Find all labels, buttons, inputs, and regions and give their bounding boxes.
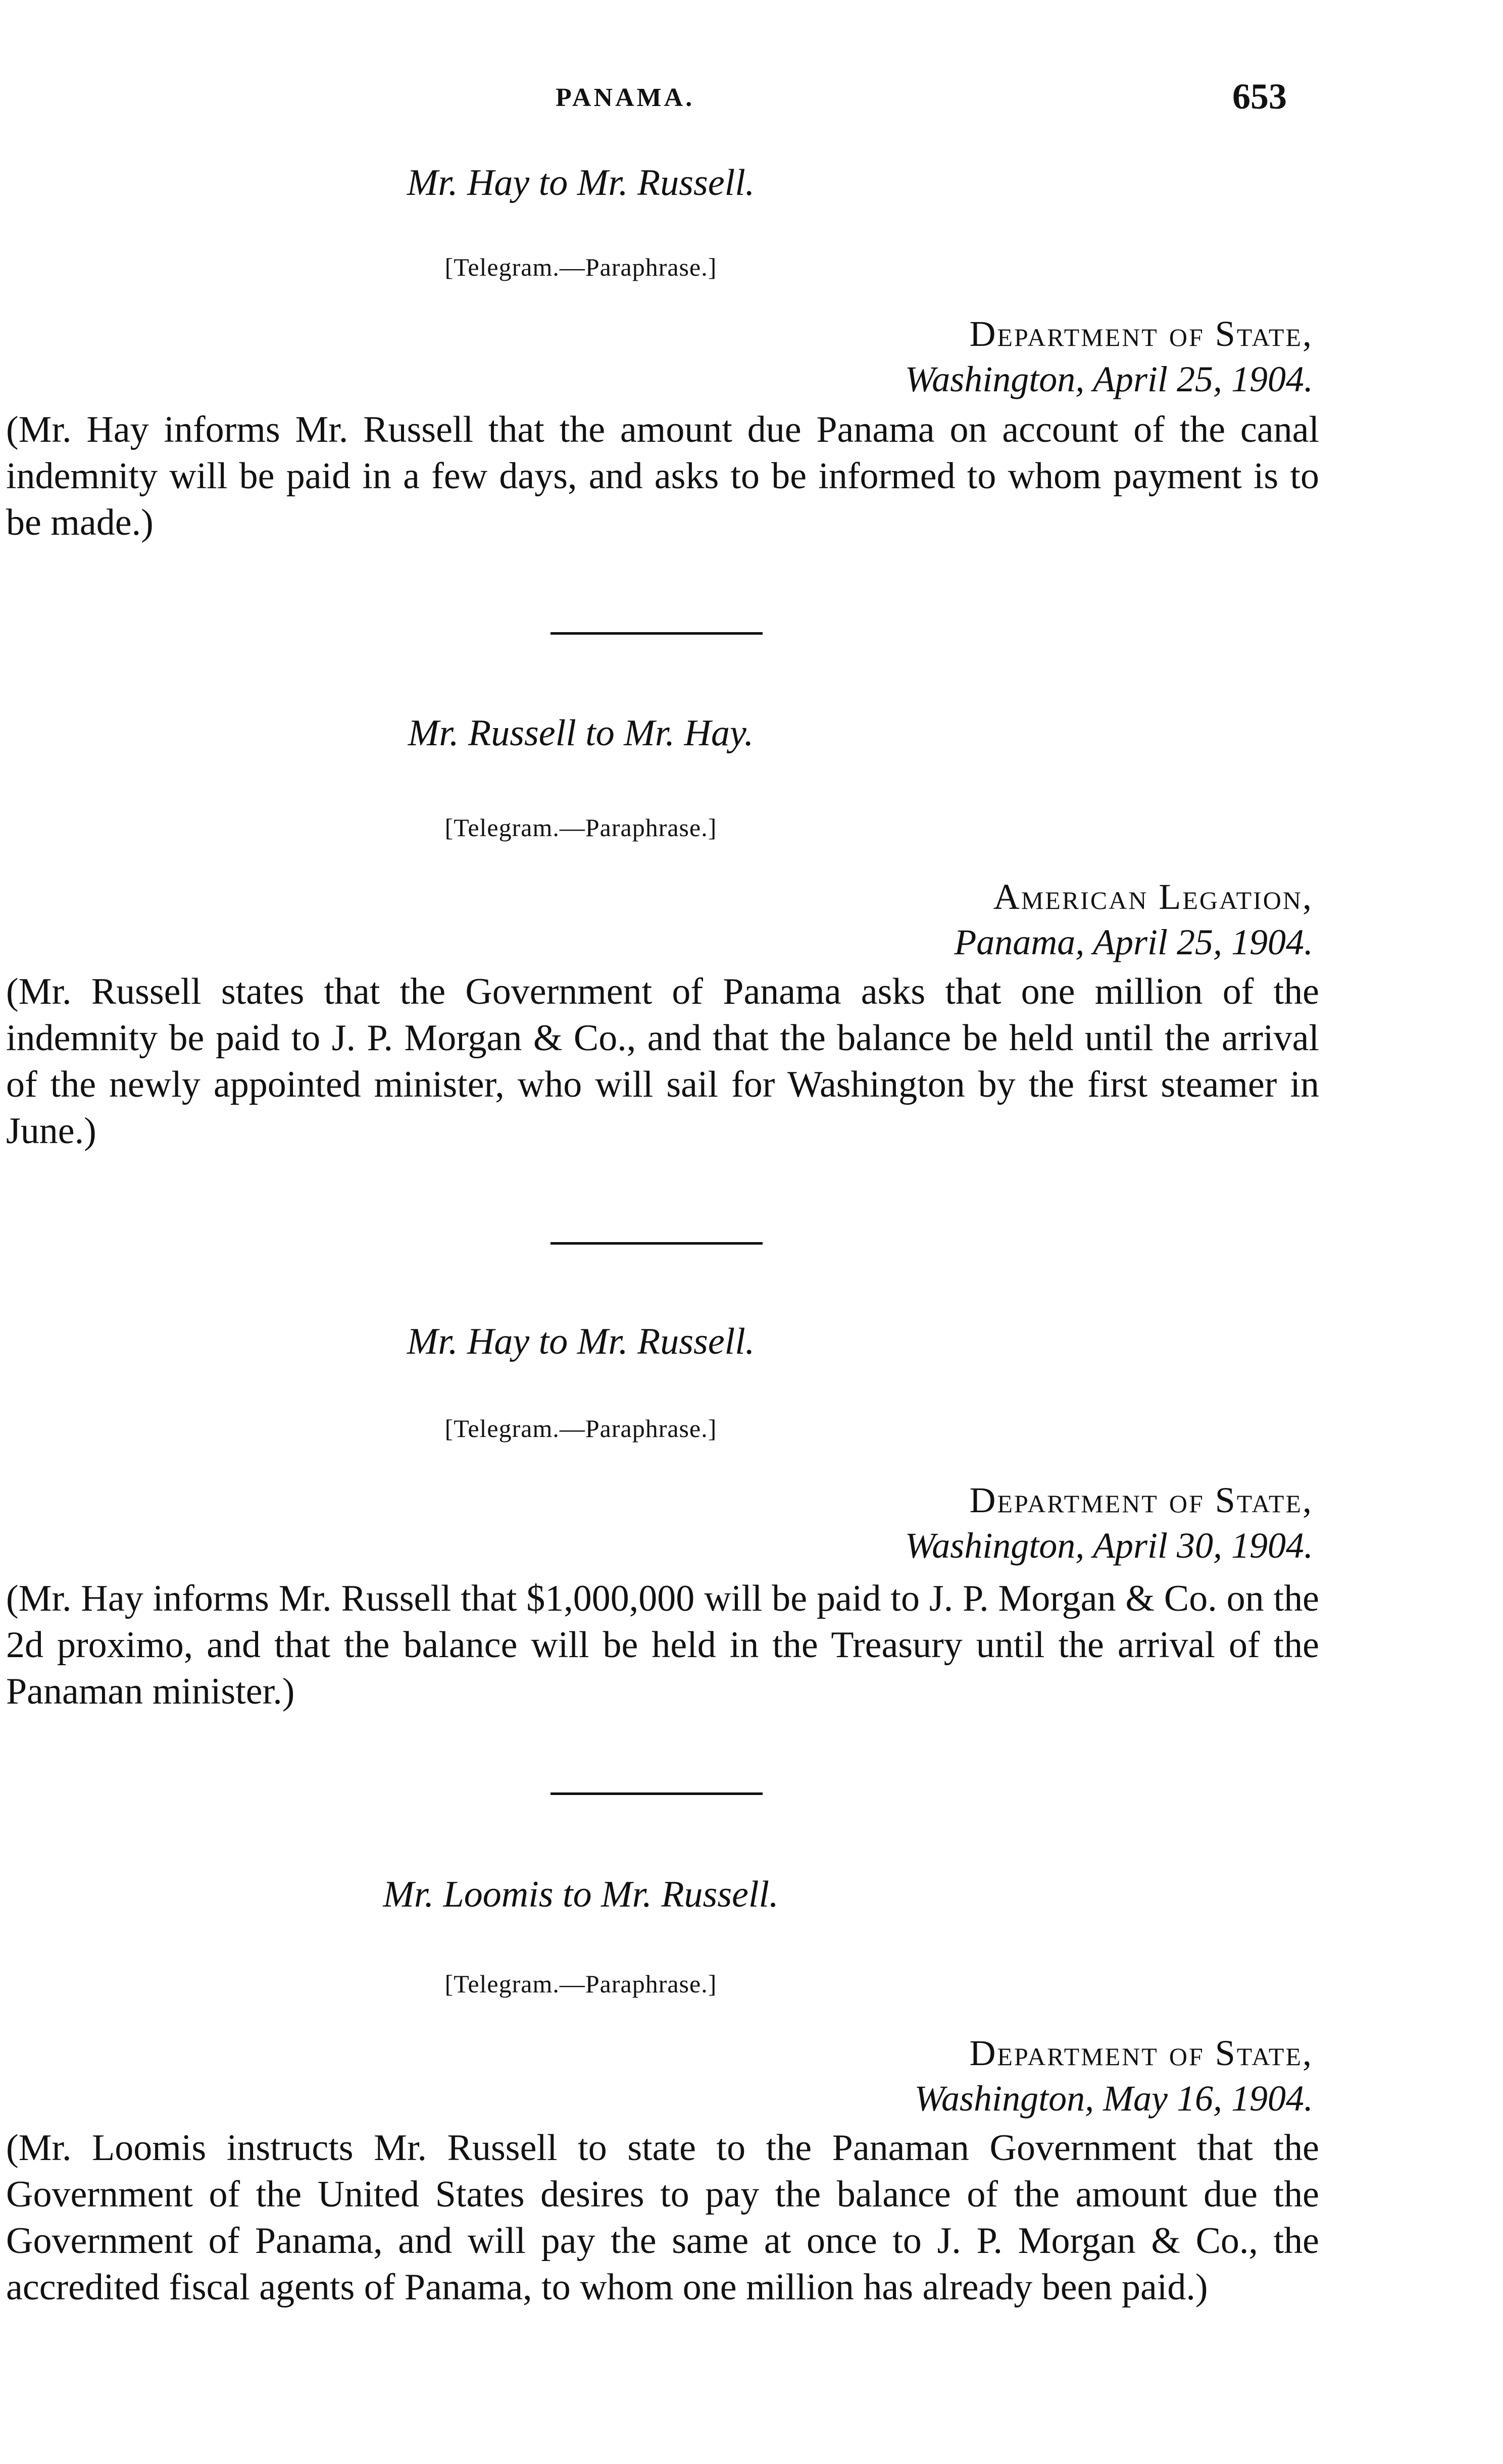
sender-office: American Legation, xyxy=(993,877,1313,917)
place-date: Washington, April 25, 1904. xyxy=(905,359,1313,399)
section-divider xyxy=(550,1792,763,1795)
message-text: (Mr. Hay informs Mr. Russell that $1,000,000 will be paid to J. P. Morgan & Co. on the 2d proximo, and that the balance will be held in the Treasury until the arrival of the Panaman minister.) xyxy=(6,1578,1319,1712)
telegram-note: [Telegram.—Paraphrase.] xyxy=(444,1414,717,1443)
running-title: PANAMA. xyxy=(556,83,695,112)
place-date: Washington, April 30, 1904. xyxy=(905,1525,1313,1566)
running-head xyxy=(0,76,1503,116)
place-date: Washington, May 16, 1904. xyxy=(914,2078,1313,2119)
message-text: (Mr. Hay informs Mr. Russell that the amount due Panama on account of the canal indemnity will be paid in a few days, and asks to be informed to whom payment is to be made.) xyxy=(6,409,1319,543)
message-text: (Mr. Loomis instructs Mr. Russell to state to the Panaman Government that the Government of the United States desires to pay the balance of the amount due the Government of Panama, and will pay the same at once to J. P. Morgan & Co., the accredited fiscal agents of Panama, to whom one million has already been paid.) xyxy=(6,2127,1319,2308)
message-text: (Mr. Russell states that the Government of Panama asks that one million of the indemnity be paid to J. P. Morgan & Co., and that the balance be held until the arrival of the newly appointed minister, who will sail for Washington by the first steamer in June.) xyxy=(6,971,1319,1152)
letter-heading: Mr. Russell to Mr. Hay. xyxy=(408,712,754,754)
sender-office: Department of State, xyxy=(969,314,1313,354)
letter-heading: Mr. Hay to Mr. Russell. xyxy=(407,1321,755,1362)
telegram-note: [Telegram.—Paraphrase.] xyxy=(444,253,717,281)
telegram-note: [Telegram.—Paraphrase.] xyxy=(444,1970,717,1998)
sender-office: Department of State, xyxy=(969,2033,1313,2073)
section-divider xyxy=(550,1242,763,1245)
page-number: 653 xyxy=(1232,76,1287,117)
telegram-note: [Telegram.—Paraphrase.] xyxy=(444,813,717,842)
sender-office: Department of State, xyxy=(969,1480,1313,1520)
place-date: Panama, April 25, 1904. xyxy=(954,922,1313,962)
letter-heading: Mr. Loomis to Mr. Russell. xyxy=(383,1874,779,1915)
letter-heading: Mr. Hay to Mr. Russell. xyxy=(407,162,755,203)
section-divider xyxy=(550,632,763,635)
